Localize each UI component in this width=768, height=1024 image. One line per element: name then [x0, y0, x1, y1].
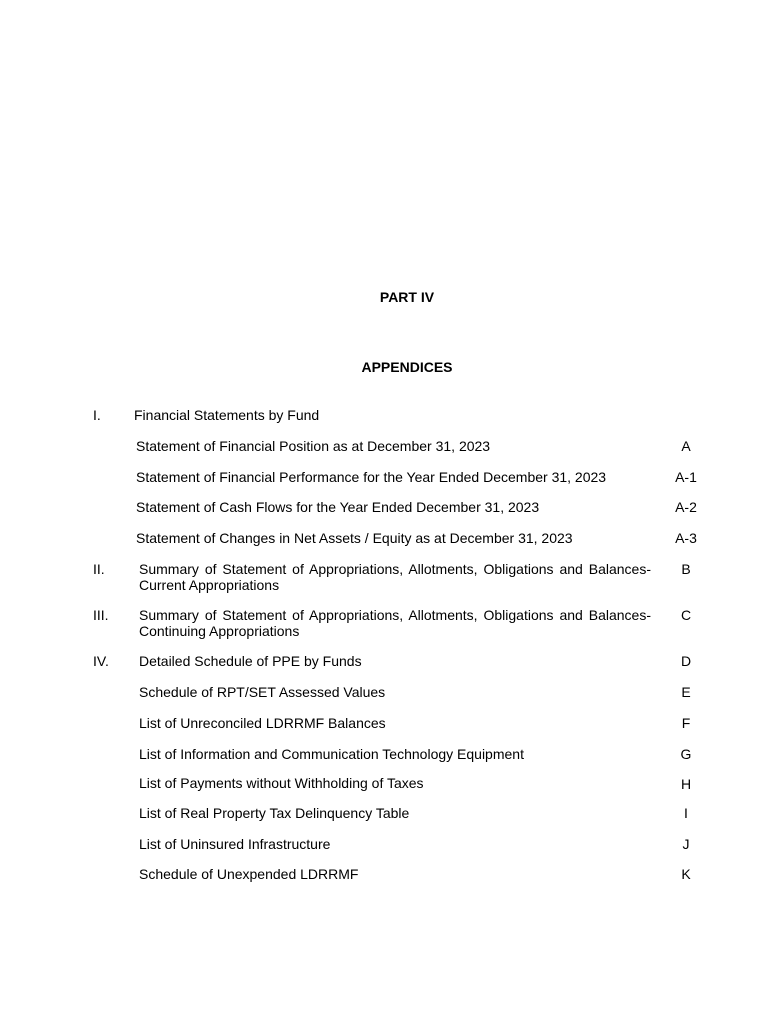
appendix-entry-title: Statement of Changes in Net Assets / Equity as at December 31, 2023	[136, 530, 573, 546]
appendix-entry-title: Statement of Financial Performance for the Year Ended December 31, 2023	[136, 469, 607, 485]
appendix-entry-code: F	[681, 715, 691, 731]
appendix-entry-title: List of Unreconciled LDRRMF Balances	[139, 715, 386, 731]
appendix-entry-title: Detailed Schedule of PPE by Funds	[139, 653, 362, 669]
appendix-entry-code: A-2	[675, 499, 697, 515]
appendix-entry-title: Summary of Statement of Appropriations, Allotments, Obligations and Balances- Continuing Appropriations	[139, 607, 651, 639]
group-numeral: I.	[93, 407, 101, 423]
group-numeral: IV.	[93, 653, 109, 669]
appendix-entry-title: List of Payments without Withholding of Taxes	[139, 775, 424, 791]
group-numeral: III.	[93, 607, 109, 623]
appendix-entry-title: List of Uninsured Infrastructure	[139, 836, 331, 852]
appendix-entry-code: A-1	[675, 469, 697, 485]
appendix-entry-code: K	[681, 866, 691, 882]
appendix-entry-code: H	[680, 776, 692, 792]
appendix-entry-title: Statement of Financial Position as at December 31, 2023	[136, 438, 491, 454]
appendix-entry-title: Schedule of Unexpended LDRRMF	[139, 866, 359, 882]
appendix-entry-code: D	[680, 653, 692, 669]
appendix-entry-code: C	[680, 607, 692, 623]
group-numeral: II.	[93, 561, 105, 577]
appendix-entry-code: A-3	[675, 530, 697, 546]
appendix-entry-code: J	[682, 836, 690, 852]
part-title: PART IV	[379, 289, 435, 305]
appendix-entry-code: E	[681, 684, 691, 700]
appendix-entry-title: Schedule of RPT/SET Assessed Values	[139, 684, 386, 700]
appendix-entry-code: A	[681, 438, 691, 454]
appendix-entry-code: I	[684, 805, 688, 821]
appendix-entry-title: List of Information and Communication Technology Equipment	[139, 746, 524, 762]
appendix-entry-title: Summary of Statement of Appropriations, Allotments, Obligations and Balances- Current Appropriations	[139, 561, 651, 593]
appendix-entry-code: B	[681, 561, 691, 577]
group-heading: Financial Statements by Fund	[134, 407, 320, 423]
section-title: APPENDICES	[361, 359, 453, 375]
appendix-entry-title: List of Real Property Tax Delinquency Table	[139, 805, 410, 821]
appendix-entry-title: Statement of Cash Flows for the Year Ended December 31, 2023	[136, 499, 540, 515]
appendix-entry-code: G	[680, 746, 692, 762]
